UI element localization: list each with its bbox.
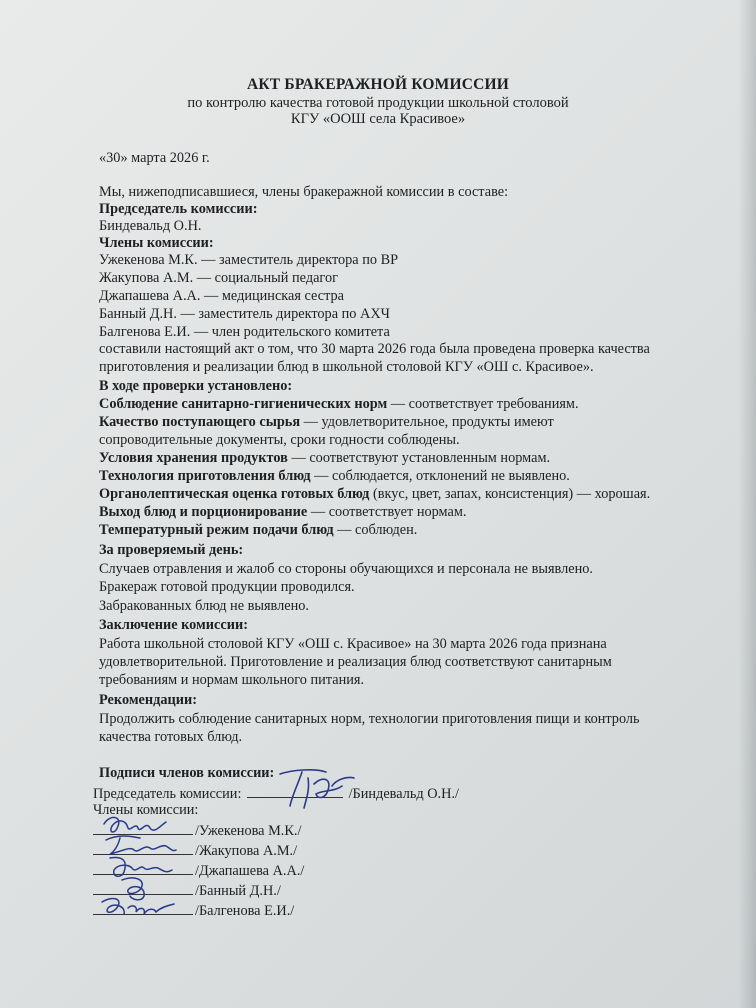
document-organization: КГУ «ООШ села Красивое» — [290, 111, 466, 127]
chair-handwritten-signature — [262, 764, 372, 812]
finding-text: — соответствует нормам. — [307, 504, 467, 520]
finding-heading: Качество поступающего сырья — [99, 414, 301, 430]
finding-heading: Выход блюд и порционирование — [99, 504, 308, 520]
member-sign-name: /Джапашева А.А./ — [195, 863, 305, 879]
finding-heading: Соблюдение санитарно-гигиенических норм — [99, 396, 388, 412]
member-sign-name: /Жакупова А.М./ — [195, 843, 298, 859]
chair-sign-name: /Биндевальд О.Н./ — [348, 786, 459, 802]
finding-line — [99, 450, 550, 467]
intro-text: Мы, нижеподписавшиеся, члены бракеражной комиссии в составе: — [99, 184, 509, 200]
page-shadow — [738, 0, 756, 1008]
chair-label: Председатель комиссии: — [99, 201, 258, 217]
member-sign-name: /Балгенова Е.И./ — [195, 903, 295, 919]
recommendation-line: Продолжить соблюдение санитарных норм, технологии приготовления пищи и контроль — [99, 711, 640, 727]
finding-text: — соблюден. — [333, 522, 418, 538]
finding-text: (вкус, цвет, запах, консистенция) — хорошая. — [369, 486, 651, 502]
finding-line — [99, 486, 650, 503]
finding-line — [99, 432, 460, 449]
finding-text: — удовлетворительное, продукты имеют — [300, 414, 554, 430]
finding-line — [99, 396, 579, 413]
act-text-line: приготовления и реализации блюд в школьной столовой КГУ «ОШ с. Красивое». — [99, 359, 594, 375]
chair-sign-prefix: Председатель комиссии: — [93, 786, 242, 802]
finding-line — [99, 504, 466, 521]
finding-text: — соответствуют установленным нормам. — [287, 450, 551, 466]
recommendation-line: качества готовых блюд. — [99, 729, 243, 745]
finding-line — [99, 522, 417, 539]
member-handwritten-signature — [96, 892, 180, 924]
finding-text: сопроводительные документы, сроки годности соблюдены. — [99, 432, 460, 448]
chair-name: Биндевальд О.Н. — [99, 218, 202, 234]
member-line: Жакупова А.М. — социальный педагог — [99, 270, 338, 286]
document-date: «30» марта 2026 г. — [99, 150, 210, 166]
act-text-line: составили настоящий акт о том, что 30 марта 2026 года была проведена проверка качества — [99, 341, 650, 357]
members-label: Члены комиссии: — [99, 235, 214, 251]
finding-text: — соблюдается, отклонений не выявлено. — [310, 468, 570, 484]
finding-heading: Технология приготовления блюд — [99, 468, 311, 484]
recommendations-label: Рекомендации: — [99, 692, 197, 708]
conclusion-line: Работа школьной столовой КГУ «ОШ с. Красивое» на 30 марта 2026 года признана — [99, 636, 607, 652]
member-line: Ужекенова М.К. — заместитель директора по ВР — [99, 252, 399, 268]
day-item: Бракераж готовой продукции проводился. — [99, 579, 355, 595]
findings-label: В ходе проверки установлено: — [99, 378, 293, 394]
member-sign-name: /Банный Д.Н./ — [195, 883, 281, 899]
document-subtitle: по контролю качества готовой продукции школьной столовой — [187, 95, 569, 111]
document-title: АКТ БРАКЕРАЖНОЙ КОМИССИИ — [246, 76, 510, 93]
day-label: За проверяемый день: — [99, 542, 244, 558]
finding-heading: Органолептическая оценка готовых блюд — [99, 486, 370, 502]
conclusion-label: Заключение комиссии: — [99, 617, 248, 633]
member-sign-name: /Ужекенова М.К./ — [195, 823, 302, 839]
finding-text: — соответствует требованиям. — [387, 396, 579, 412]
finding-heading: Условия хранения продуктов — [99, 450, 288, 466]
day-item: Забракованных блюд не выявлено. — [99, 598, 309, 614]
day-item: Случаев отравления и жалоб со стороны обучающихся и персонала не выявлено. — [99, 561, 593, 577]
signatures-label: Подписи членов комиссии: — [99, 765, 275, 781]
members-sign-label: Члены комиссии: — [93, 802, 199, 818]
finding-line — [99, 414, 554, 431]
finding-heading: Температурный режим подачи блюд — [99, 522, 334, 538]
member-line: Балгенова Е.И. — член родительского комитета — [99, 324, 390, 340]
member-line: Банный Д.Н. — заместитель директора по АХЧ — [99, 306, 390, 322]
conclusion-line: требованиям и нормам школьного питания. — [99, 672, 365, 688]
finding-line — [99, 468, 570, 485]
conclusion-line: удовлетворительной. Приготовление и реализация блюд соответствуют санитарным — [99, 654, 612, 670]
member-line: Джапашева А.А. — медицинская сестра — [99, 288, 345, 304]
